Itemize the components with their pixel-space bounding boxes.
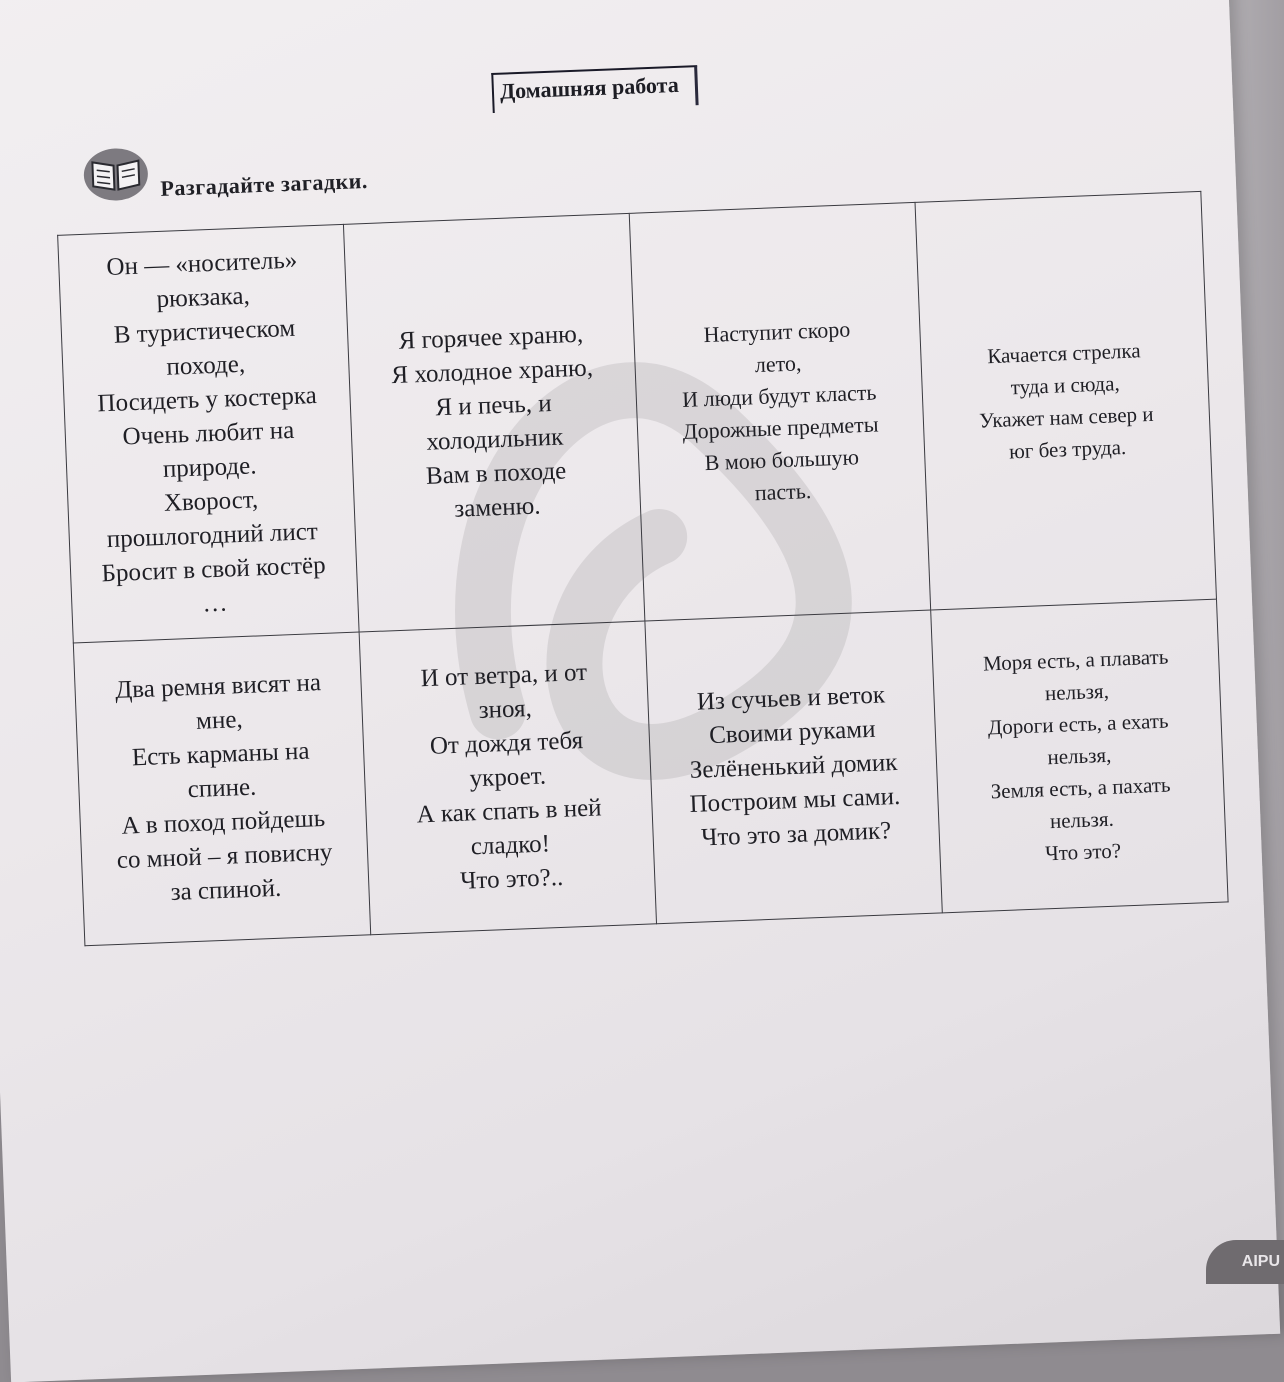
riddle-line: нельзя, (1047, 742, 1112, 770)
riddle-line: А как спать в ней (416, 794, 603, 829)
task-instruction: Разгадайте загадки. (159, 167, 369, 201)
riddle-line: нельзя, (1044, 678, 1110, 706)
riddle-line: В мою большую (704, 443, 860, 475)
riddle-cell-7 (645, 610, 942, 924)
riddle-line: за спиной. (170, 874, 282, 906)
riddle-cell-1 (58, 224, 359, 643)
riddle-line: Хворост, (163, 485, 259, 517)
riddle-line: Что это за домик? (700, 817, 892, 852)
riddle-cell-3 (629, 202, 930, 621)
riddle-line: А в поход пойдешь (121, 804, 326, 840)
riddle-line: походе, (165, 350, 246, 381)
riddle-line: В туристическом (113, 314, 296, 349)
riddle-line: Посидеть у костерка (96, 381, 318, 417)
riddle-line: Я горячее храню, (398, 320, 584, 355)
riddle-cell-8 (931, 599, 1228, 913)
riddle-line: зноя, (478, 694, 533, 724)
riddle-line: Вам в походе (425, 456, 567, 490)
riddle-line: … (201, 589, 228, 618)
table-row (58, 191, 1217, 643)
riddle-line: Очень любит на (122, 416, 295, 450)
riddle-line: Дорожные предметы (682, 410, 879, 444)
riddle-line: рюкзака, (156, 281, 251, 313)
riddle-line: природе. (162, 451, 257, 483)
riddle-line: И от ветра, и от (420, 658, 588, 693)
riddle-line: Два ремня висят на (114, 669, 322, 704)
riddle-line: От дождя тебя (429, 727, 584, 760)
riddle-cell-4 (915, 191, 1216, 610)
riddle-line: Моря есть, а плавать (982, 644, 1169, 676)
riddle-line: холодильник (425, 423, 564, 456)
riddle-line: укроет. (469, 762, 547, 793)
riddle-cell-2 (343, 213, 644, 632)
riddle-line: пасть. (754, 477, 812, 505)
riddle-line: И люди будут класть (681, 379, 877, 412)
riddle-line: Из сучьев и веток (696, 681, 886, 716)
riddle-line: мне, (195, 706, 244, 735)
corner-badge: AIPU (1206, 1240, 1284, 1284)
riddle-line: Что это? (1044, 838, 1122, 866)
riddle-line: Качается стрелка (986, 337, 1141, 368)
table-row (73, 599, 1228, 946)
riddle-line: Построим мы сами. (689, 782, 901, 818)
riddle-line: заменю. (453, 491, 541, 523)
riddle-line: лето, (754, 349, 802, 377)
riddle-line: прошлогодний лист (106, 517, 319, 553)
riddle-line: со мной – я повисну (116, 838, 333, 874)
riddle-line: Своими руками (708, 715, 876, 750)
riddle-line: Есть карманы на (131, 737, 310, 772)
riddle-line: спине. (187, 773, 257, 804)
riddle-line: Укажет нам север и (978, 401, 1154, 433)
riddle-line: Земля есть, а пахать (990, 772, 1171, 804)
open-book-icon (82, 146, 150, 202)
riddle-line: Зелёненький домик (689, 748, 898, 784)
riddle-cell-5 (73, 632, 370, 946)
riddle-line: Что это?.. (459, 863, 564, 895)
riddle-line: Я холодное храню, (390, 353, 594, 389)
homework-title: Домашняя работа (491, 65, 698, 113)
riddle-line: юг без труда. (1008, 434, 1127, 463)
riddle-line: нельзя. (1049, 806, 1115, 834)
riddle-line: Он — «носитель» (105, 246, 298, 281)
riddle-line: Наступит скоро (703, 315, 851, 347)
riddle-line: Я и печь, и (434, 389, 553, 421)
riddle-cell-6 (359, 621, 656, 935)
riddles-table (57, 191, 1228, 946)
riddle-line: Бросит в свой костёр (101, 551, 327, 587)
riddle-line: Дороги есть, а ехать (987, 708, 1169, 740)
riddle-line: туда и сюда, (1010, 370, 1121, 399)
riddle-line: сладко! (470, 830, 551, 861)
